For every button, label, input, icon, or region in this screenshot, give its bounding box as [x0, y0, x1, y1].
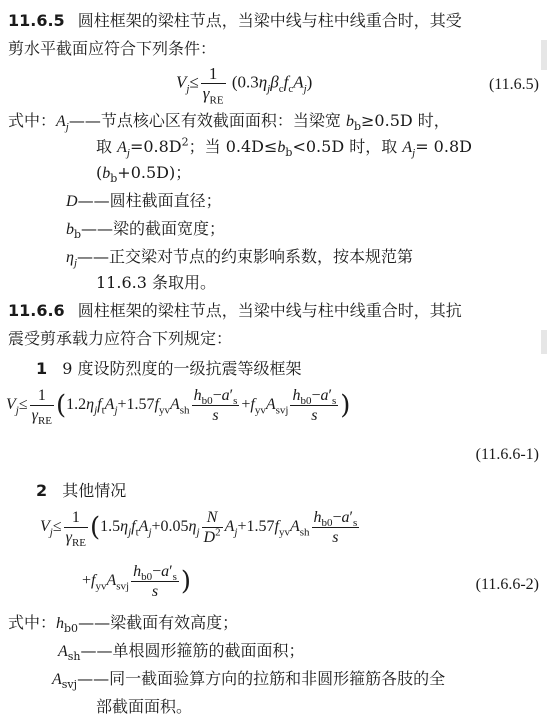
where-line: 式中：$h_{b0}——$梁截面有效高度； — [8, 613, 239, 636]
where-line: 式中：$A_j——$节点核心区有效截面面积：当梁宽 $b_b\ge 0.5D$ 时， — [8, 111, 450, 134]
definition-text: = 0.8D — [415, 137, 472, 156]
definition-text: ——梁截面有效高度； — [78, 613, 239, 632]
clause-text: 震受剪承载力应符合下列规定： — [8, 329, 233, 348]
where-line: $A_{sh}——$单根圆形箍筋的截面面积； — [58, 641, 305, 664]
where-line — [96, 696, 192, 718]
where-label: 式中： — [8, 613, 57, 632]
clause-number: 11.6.6 — [8, 301, 65, 320]
where-line: $b_b——$梁的截面宽度； — [66, 219, 226, 242]
definition-text: <0.5D 时，取 — [292, 137, 398, 156]
definition-text: +0.5D)； — [117, 163, 192, 182]
equation-number: (11.6.6-2) — [475, 576, 539, 593]
equation-number: (11.6.5) — [488, 76, 539, 93]
clause-11-6-5-line1 — [8, 10, 462, 32]
definition-text: =0.8D — [129, 137, 182, 156]
item-text: 9 度设防烈度的一级抗震等级框架 — [62, 359, 302, 378]
item-text: 其他情况 — [62, 481, 127, 500]
definition-text: ；当 0.4D≤ — [188, 137, 278, 156]
definition-text: ——梁的截面宽度； — [81, 219, 226, 238]
where-line: $A_{svj}——$同一截面验算方向的拉筋和非圆形箍筋各肢的全 — [52, 669, 446, 692]
clause-11-6-6-line1 — [8, 300, 462, 322]
definition-text: 取 — [96, 137, 113, 156]
clause-11-6-6-line2 — [8, 328, 232, 350]
page-edge-mark — [541, 40, 547, 70]
definition-text: ——同一截面验算方向的拉筋和非圆形箍筋各肢的全 — [77, 669, 446, 688]
item-1 — [36, 358, 302, 380]
definition-text: ——圆柱截面直径； — [77, 191, 222, 210]
equation-11-6-5: $V_j\le$ $\frac{1}{\gamma_{RE}}$ $(0.3\eta_j\beta_cf_cA_j)$ — [176, 64, 313, 107]
clause-text: 圆柱框架的梁柱节点，当梁中线与柱中线重合时，其受 — [77, 11, 462, 30]
item-2 — [36, 480, 126, 502]
item-number: 2 — [36, 481, 48, 500]
clause-number: 11.6.5 — [8, 11, 65, 30]
definition-text: ——单根圆形箍筋的截面面积； — [80, 641, 305, 660]
where-line — [96, 272, 216, 294]
clause-11-6-5-line2 — [8, 38, 216, 60]
item-number: 1 — [36, 359, 48, 378]
where-line: $\eta_j——$正交梁对节点的约束影响系数，按本规范第 — [66, 247, 414, 270]
where-line: D——圆柱截面直径； — [66, 191, 222, 210]
where-line: $(b_b+0.5D)$； — [96, 163, 192, 186]
definition-text: ——正交梁对节点的约束影响系数，按本规范第 — [77, 247, 414, 266]
where-label: 式中： — [8, 111, 57, 130]
definition-text: 部截面面积。 — [96, 697, 193, 716]
page-edge-mark — [541, 330, 547, 354]
where-line: 取 $A_j=0.8D^2$；当 $0.4D\le b_b<0.5D$ 时，取 $A_j= 0.8D$ — [96, 135, 472, 160]
equation-11-6-6-1: $V_j\le$ $\frac{1}{\gamma_{RE}}$ ($1.2\eta_jf_tA_j+1.57f_{yv}A_{sh}$ $\frac{h_{b0}-a'_s}{s}$ $+f_{yv}A_{svj}$ $\frac{h_{b0}-a'_s}{s}$ ) — [6, 387, 351, 428]
equation-11-6-6-2-line1: $V_j\le$ $\frac{1}{\gamma_{RE}}$ ($1.5\eta_jf_tA_j+0.05\eta_j$ $\frac{N}{D^2}$ $A_j+1.57f_{yv}A_{sh}$ $\frac{h_{b0}-a'_s}{s}$ — [40, 509, 358, 550]
definition-text: 11.6.3 条取用。 — [96, 273, 216, 292]
fraction: $\frac{1}{\gamma_{RE}}$ — [202, 64, 224, 107]
clause-text: 剪水平截面应符合下列条件： — [8, 39, 217, 58]
clause-text: 圆柱框架的梁柱节点，当梁中线与柱中线重合时，其抗 — [77, 301, 462, 320]
definition-text: ——节点核心区有效截面面积：当梁宽 — [68, 111, 341, 130]
equation-number: (11.6.6-1) — [475, 446, 539, 463]
equation-11-6-6-2-line2: $+f_{yv}A_{svj}$ $\frac{h_{b0}-a'_s}{s}$ ) — [82, 563, 192, 600]
definition-text: ≥0.5D 时， — [361, 111, 450, 130]
